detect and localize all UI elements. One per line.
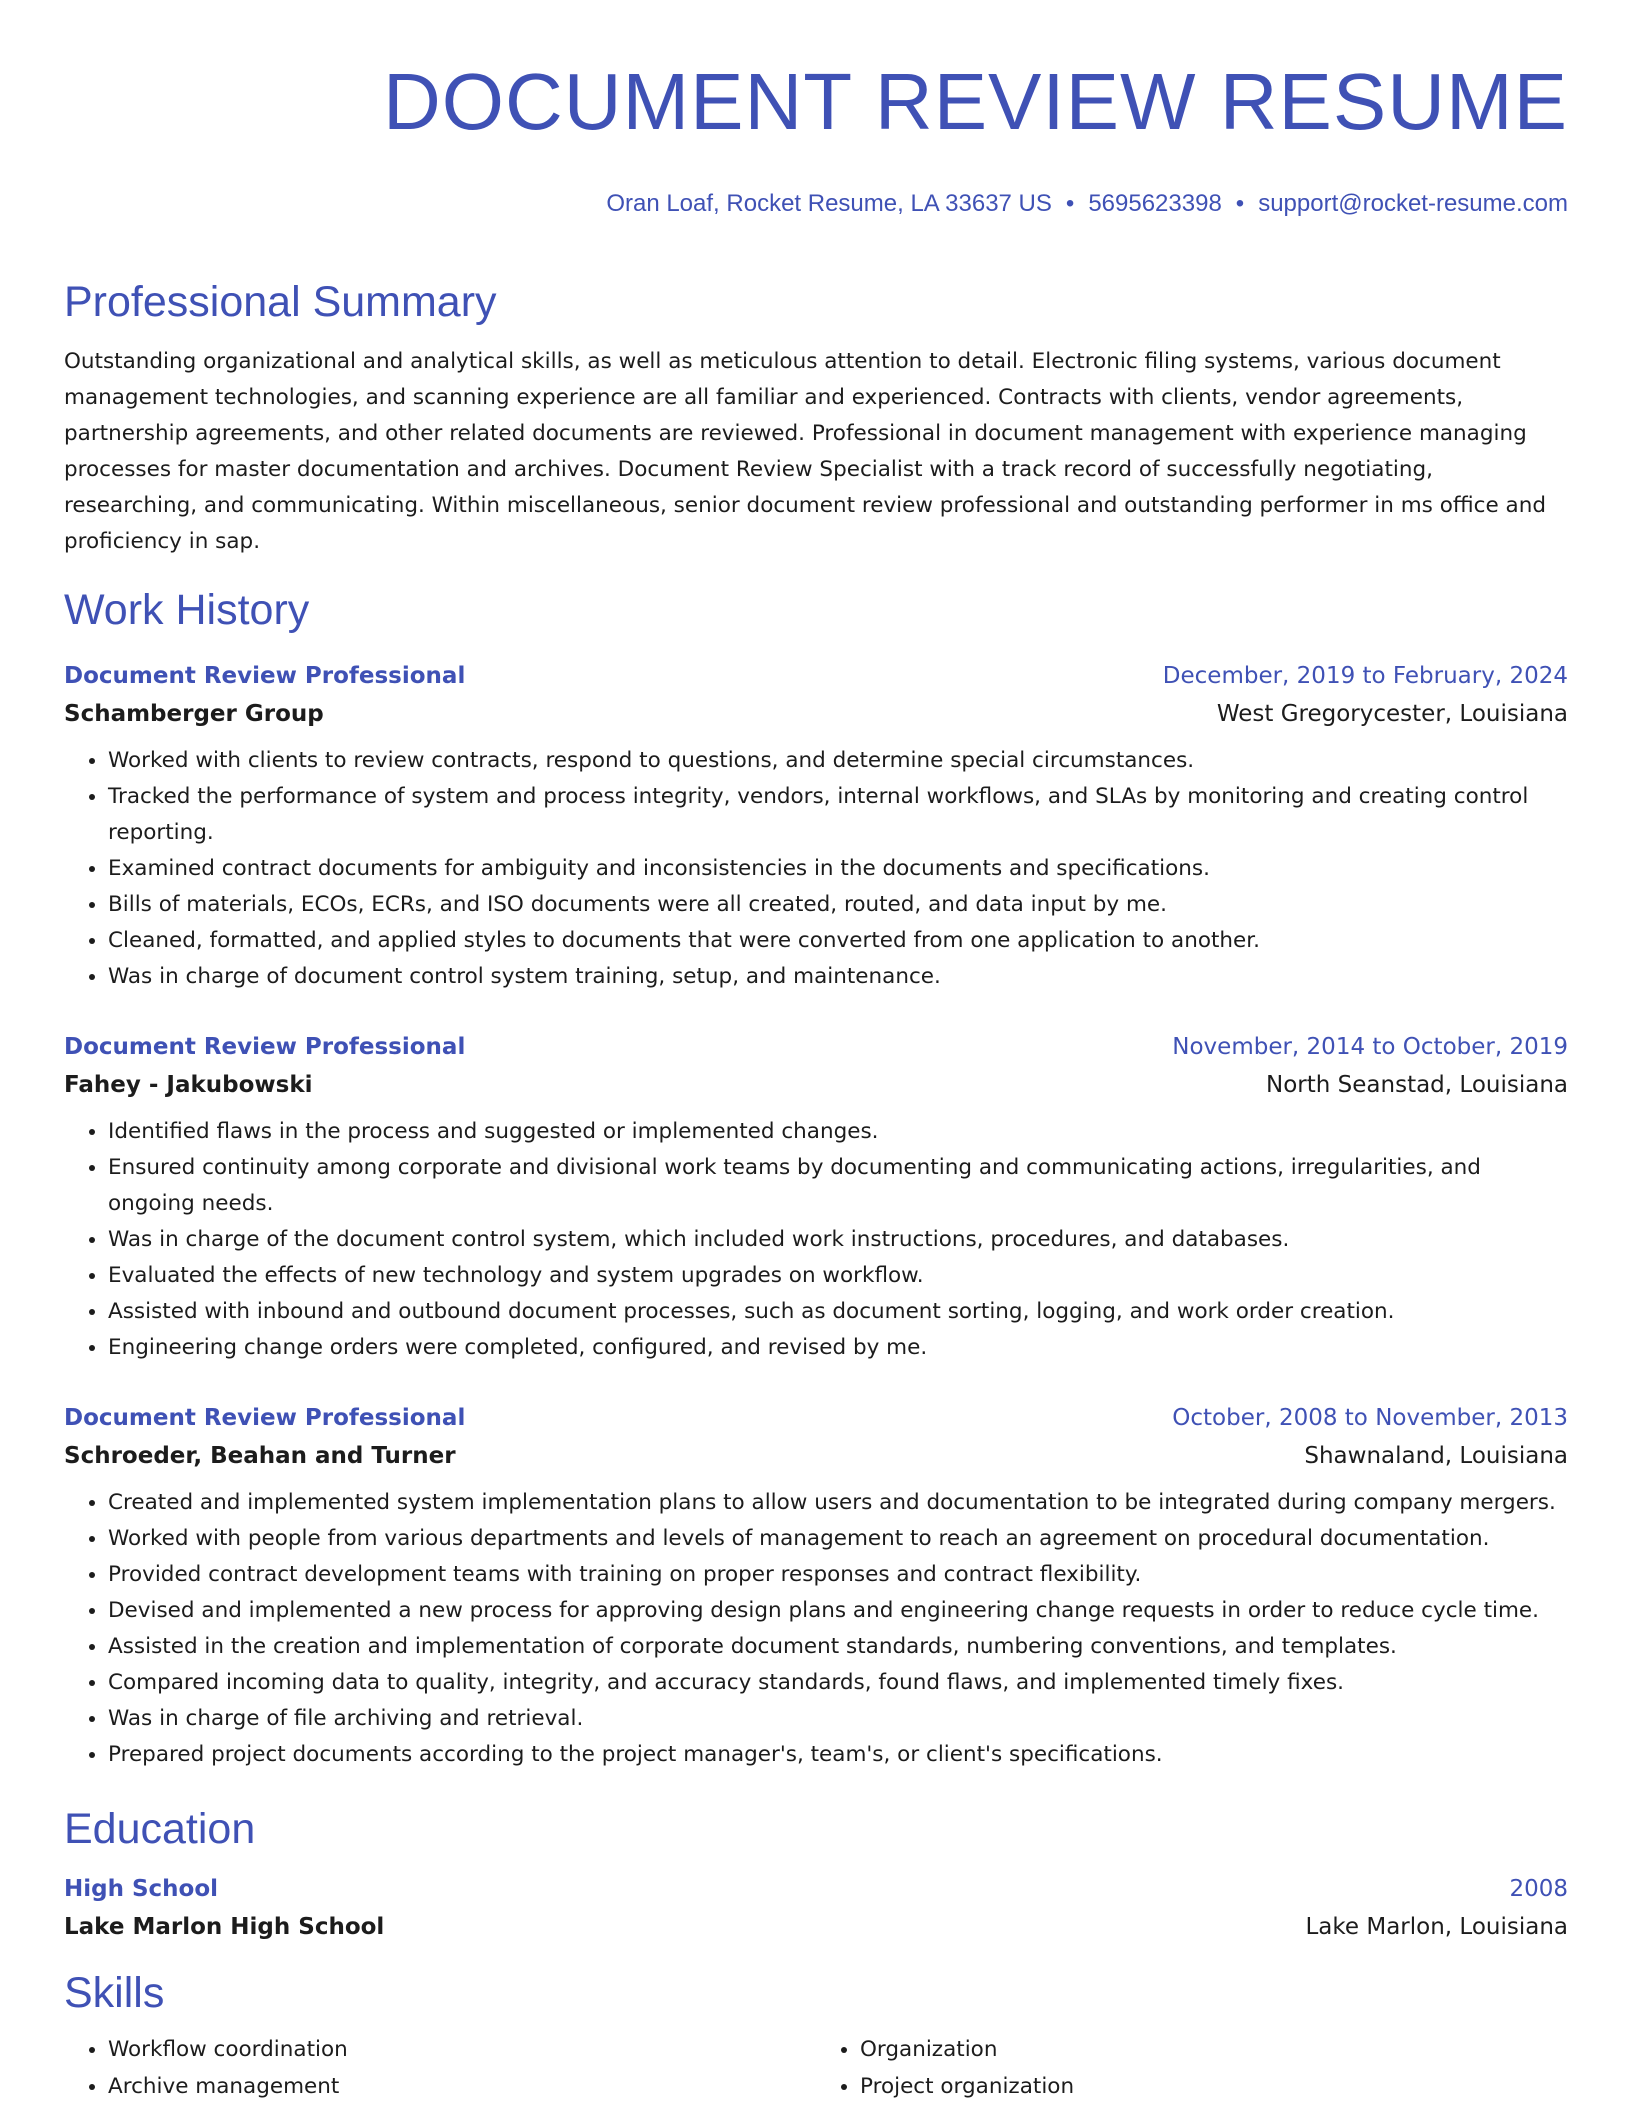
skills-list-right	[816, 2031, 1568, 2105]
job-location: Shawnaland, Louisiana	[1304, 1443, 1568, 1469]
job-bullet: • Tracked the performance of system and process integrity, vendors, internal workflows, and SLAs by monitoring and creating control reporting.	[108, 779, 1568, 851]
job-bullets	[64, 1485, 1568, 1773]
contact-separator: •	[1065, 190, 1075, 217]
education-school: Lake Marlon High School	[64, 1914, 385, 1940]
contact-separator: •	[1235, 190, 1245, 217]
job-bullet: • Compared incoming data to quality, integrity, and accuracy standards, found flaws, and implemented timely fixes.	[108, 1665, 1568, 1701]
skill-item: • Project organization	[860, 2068, 1568, 2105]
job-bullet: • Assisted in the creation and implementation of corporate document standards, numbering conventions, and templates.	[108, 1629, 1568, 1665]
job-location: West Gregorycester, Louisiana	[1216, 701, 1568, 727]
job-bullet: • Devised and implemented a new process for approving design plans and engineering change requests in order to reduce cycle time.	[108, 1593, 1568, 1629]
work-history-section	[64, 584, 1568, 1773]
skills-columns	[64, 2031, 1568, 2105]
job-bullets	[64, 1114, 1568, 1366]
job-bullet: • Examined contract documents for ambiguity and inconsistencies in the documents and specifications.	[108, 851, 1568, 887]
job-dates: December, 2019 to February, 2024	[1162, 663, 1568, 689]
job-bullets	[64, 743, 1568, 995]
education-location: Lake Marlon, Louisiana	[1305, 1914, 1568, 1940]
summary-text: Outstanding organizational and analytical skills, as well as meticulous attention to detail. Electronic filing systems, various document management technologies, and scanning experience are all familiar and experienced. Contracts with clients, vendor agreements, partnership agreements, and other related documents are reviewed. Professional in document management with experience managing processes for master documentation and archives. Document Review Specialist with a track record of successfully negotiating, researching, and communicating. Within miscellaneous, senior document review professional and outstanding performer in ms office and proficiency in sap.	[64, 349, 1546, 554]
job-bullet: • Engineering change orders were completed, configured, and revised by me.	[108, 1330, 1568, 1366]
education-entry	[64, 1871, 1568, 1947]
job-bullet: • Assisted with inbound and outbound document processes, such as document sorting, logging, and work order creation.	[108, 1294, 1568, 1330]
summary-heading: Professional Summary	[64, 278, 497, 326]
job-bullet: • Identified flaws in the process and suggested or implemented changes.	[108, 1114, 1568, 1150]
job-bullet: • Was in charge of document control system training, setup, and maintenance.	[108, 959, 1568, 995]
job-dates: October, 2008 to November, 2013	[1172, 1405, 1568, 1431]
skill-item: • Archive management	[108, 2068, 816, 2105]
education-degree: High School	[64, 1876, 219, 1902]
education-section	[64, 1803, 1568, 1947]
skills-heading: Skills	[64, 1969, 165, 2017]
job-bullet: • Bills of materials, ECOs, ECRs, and ISO documents were all created, routed, and data input by me.	[108, 887, 1568, 923]
education-heading: Education	[64, 1805, 256, 1853]
job-bullet: • Evaluated the effects of new technology and system upgrades on workflow.	[108, 1258, 1568, 1294]
job-bullet: • Worked with clients to review contracts, respond to questions, and determine special circumstances.	[108, 743, 1568, 779]
job-role: Document Review Professional	[64, 663, 466, 689]
resume-header	[64, 0, 1568, 218]
contact-line	[64, 190, 1568, 218]
job-bullet: • Was in charge of the document control system, which included work instructions, procedures, and databases.	[108, 1222, 1568, 1258]
job-location: North Seanstad, Louisiana	[1266, 1072, 1568, 1098]
job-bullet: • Created and implemented system implementation plans to allow users and documentation to be integrated during company mergers.	[108, 1485, 1568, 1521]
job-bullet: • Provided contract development teams with training on proper responses and contract flexibility.	[108, 1557, 1568, 1593]
job-entry	[64, 1029, 1568, 1366]
skills-section	[64, 1967, 1568, 2105]
job-entry	[64, 1400, 1568, 1773]
summary-section	[64, 276, 1568, 560]
job-bullet: • Worked with people from various departments and levels of management to reach an agreement on procedural documentation.	[108, 1521, 1568, 1557]
job-bullet: • Was in charge of file archiving and retrieval.	[108, 1701, 1568, 1737]
skill-item: • Organization	[860, 2031, 1568, 2068]
document-title: DOCUMENT REVIEW RESUME	[382, 57, 1568, 146]
job-dates: November, 2014 to October, 2019	[1172, 1034, 1568, 1060]
contact-email: support@rocket-resume.com	[1258, 190, 1568, 217]
job-company: Fahey - Jakubowski	[64, 1072, 313, 1098]
job-bullet: • Prepared project documents according to the project manager's, team's, or client's specifications.	[108, 1737, 1568, 1773]
job-entry	[64, 658, 1568, 995]
job-role: Document Review Professional	[64, 1405, 466, 1431]
skills-list-left	[64, 2031, 816, 2105]
job-bullet: • Ensured continuity among corporate and divisional work teams by documenting and communicating actions, irregularities, and ongoing needs.	[108, 1150, 1568, 1222]
education-year: 2008	[1509, 1876, 1568, 1902]
job-company: Schroeder, Beahan and Turner	[64, 1443, 456, 1469]
contact-address: Oran Loaf, Rocket Resume, LA 33637 US	[606, 190, 1052, 217]
job-company: Schamberger Group	[64, 701, 324, 727]
skill-item: • Workflow coordination	[108, 2031, 816, 2068]
work-history-heading: Work History	[64, 586, 310, 634]
job-bullet: • Cleaned, formatted, and applied styles to documents that were converted from one application to another.	[108, 923, 1568, 959]
contact-phone: 5695623398	[1088, 190, 1222, 217]
job-role: Document Review Professional	[64, 1034, 466, 1060]
